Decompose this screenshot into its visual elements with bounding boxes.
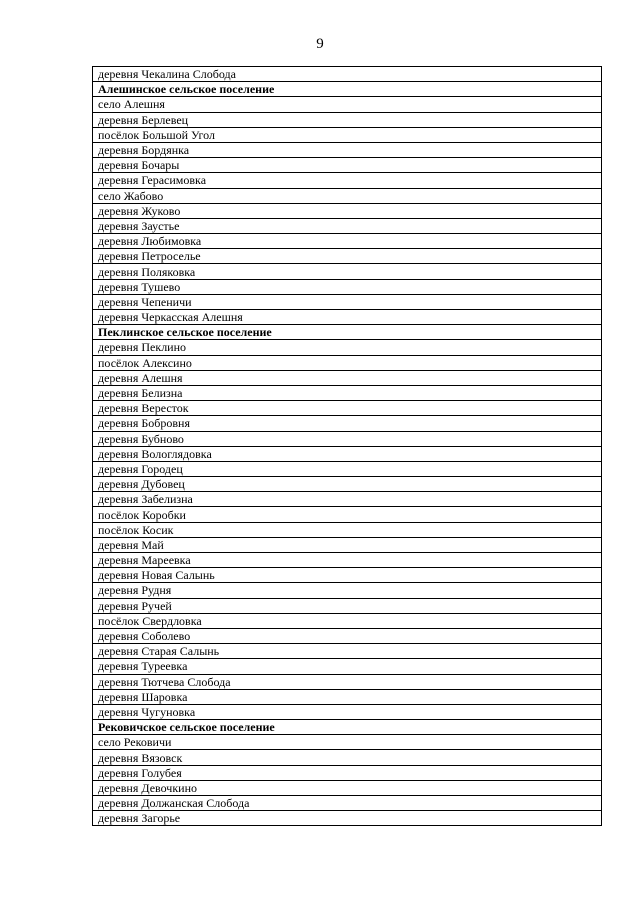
settlement-row [93, 142, 602, 157]
settlement-group-header-row [93, 720, 602, 735]
settlement-name: деревня Май [93, 537, 602, 552]
settlement-row [93, 461, 602, 476]
settlement-row [93, 659, 602, 674]
settlement-row [93, 598, 602, 613]
settlement-name: деревня Бочары [93, 158, 602, 173]
settlement-name: посёлок Свердловка [93, 613, 602, 628]
settlement-row [93, 385, 602, 400]
settlement-name: деревня Жуково [93, 203, 602, 218]
settlement-row [93, 583, 602, 598]
settlement-name: деревня Шаровка [93, 689, 602, 704]
settlement-row [93, 158, 602, 173]
settlement-row [93, 568, 602, 583]
settlement-name: деревня Ручей [93, 598, 602, 613]
settlement-name: деревня Бордянка [93, 142, 602, 157]
settlement-row [93, 735, 602, 750]
settlement-row [93, 234, 602, 249]
settlement-name: деревня Старая Салынь [93, 644, 602, 659]
settlement-group-name: Алешинское сельское поселение [93, 82, 602, 97]
settlement-group-header-row [93, 325, 602, 340]
settlement-row [93, 264, 602, 279]
settlement-name: деревня Рудня [93, 583, 602, 598]
settlement-row [93, 507, 602, 522]
settlement-row [93, 370, 602, 385]
settlement-name: деревня Тушево [93, 279, 602, 294]
settlement-name: деревня Поляковка [93, 264, 602, 279]
settlement-name: село Алешня [93, 97, 602, 112]
settlement-name: деревня Голубея [93, 765, 602, 780]
settlement-row [93, 796, 602, 811]
settlement-name: деревня Заустье [93, 218, 602, 233]
settlement-name: посёлок Косик [93, 522, 602, 537]
settlements-table [92, 66, 602, 826]
settlement-name: деревня Бобровня [93, 416, 602, 431]
settlement-row [93, 492, 602, 507]
settlement-row [93, 355, 602, 370]
settlement-row [93, 446, 602, 461]
page-number: 9 [316, 36, 324, 52]
settlements-table-body [93, 67, 602, 826]
settlement-row [93, 340, 602, 355]
settlement-name: село Рековичи [93, 735, 602, 750]
settlement-row [93, 173, 602, 188]
settlement-name: деревня Загорье [93, 811, 602, 826]
settlement-name: деревня Должанская Слобода [93, 796, 602, 811]
settlement-name: деревня Герасимовка [93, 173, 602, 188]
settlement-row [93, 553, 602, 568]
settlement-name: деревня Чепеничи [93, 294, 602, 309]
settlement-name: посёлок Большой Угол [93, 127, 602, 142]
settlement-row [93, 97, 602, 112]
settlement-name: деревня Тютчева Слобода [93, 674, 602, 689]
settlement-row [93, 401, 602, 416]
settlement-name: деревня Соболево [93, 628, 602, 643]
settlement-name: деревня Вязовск [93, 750, 602, 765]
settlement-row [93, 416, 602, 431]
settlement-name: деревня Любимовка [93, 234, 602, 249]
settlement-row [93, 750, 602, 765]
settlement-name: посёлок Коробки [93, 507, 602, 522]
settlement-name: село Жабово [93, 188, 602, 203]
settlement-row [93, 218, 602, 233]
settlement-row [93, 249, 602, 264]
settlement-group-header-row [93, 82, 602, 97]
settlement-name: деревня Дубовец [93, 477, 602, 492]
settlement-row [93, 537, 602, 552]
settlement-row [93, 811, 602, 826]
settlement-name: деревня Девочкино [93, 780, 602, 795]
settlement-name: деревня Вологлядовка [93, 446, 602, 461]
settlement-name: деревня Чугуновка [93, 704, 602, 719]
settlement-row [93, 674, 602, 689]
settlement-name: деревня Туреевка [93, 659, 602, 674]
settlement-name: деревня Забелизна [93, 492, 602, 507]
settlement-name: деревня Мареевка [93, 553, 602, 568]
settlement-row [93, 203, 602, 218]
settlement-name: деревня Beресток [93, 401, 602, 416]
settlement-row [93, 279, 602, 294]
settlement-row [93, 294, 602, 309]
settlement-name: деревня Городец [93, 461, 602, 476]
settlement-row [93, 431, 602, 446]
settlement-row [93, 780, 602, 795]
settlement-row [93, 188, 602, 203]
settlement-name: деревня Берлевец [93, 112, 602, 127]
settlement-name: деревня Новая Салынь [93, 568, 602, 583]
settlement-row [93, 112, 602, 127]
settlement-row [93, 613, 602, 628]
settlement-name: деревня Пеклино [93, 340, 602, 355]
settlement-row [93, 704, 602, 719]
settlement-row [93, 477, 602, 492]
settlement-row [93, 127, 602, 142]
settlement-name: деревня Черкасская Алешня [93, 310, 602, 325]
settlement-row [93, 765, 602, 780]
settlement-row [93, 644, 602, 659]
settlement-name: деревня Алешня [93, 370, 602, 385]
settlement-row [93, 310, 602, 325]
settlement-row [93, 67, 602, 82]
settlement-name: деревня Белизна [93, 385, 602, 400]
settlement-group-name: Рековичское сельское поселение [93, 720, 602, 735]
settlement-name: деревня Чекалина Слобода [93, 67, 602, 82]
settlement-name: посёлок Алексино [93, 355, 602, 370]
settlement-name: деревня Бубново [93, 431, 602, 446]
settlement-row [93, 522, 602, 537]
settlement-group-name: Пеклинское сельское поселение [93, 325, 602, 340]
settlement-row [93, 689, 602, 704]
settlement-row [93, 628, 602, 643]
settlement-name: деревня Петроселье [93, 249, 602, 264]
